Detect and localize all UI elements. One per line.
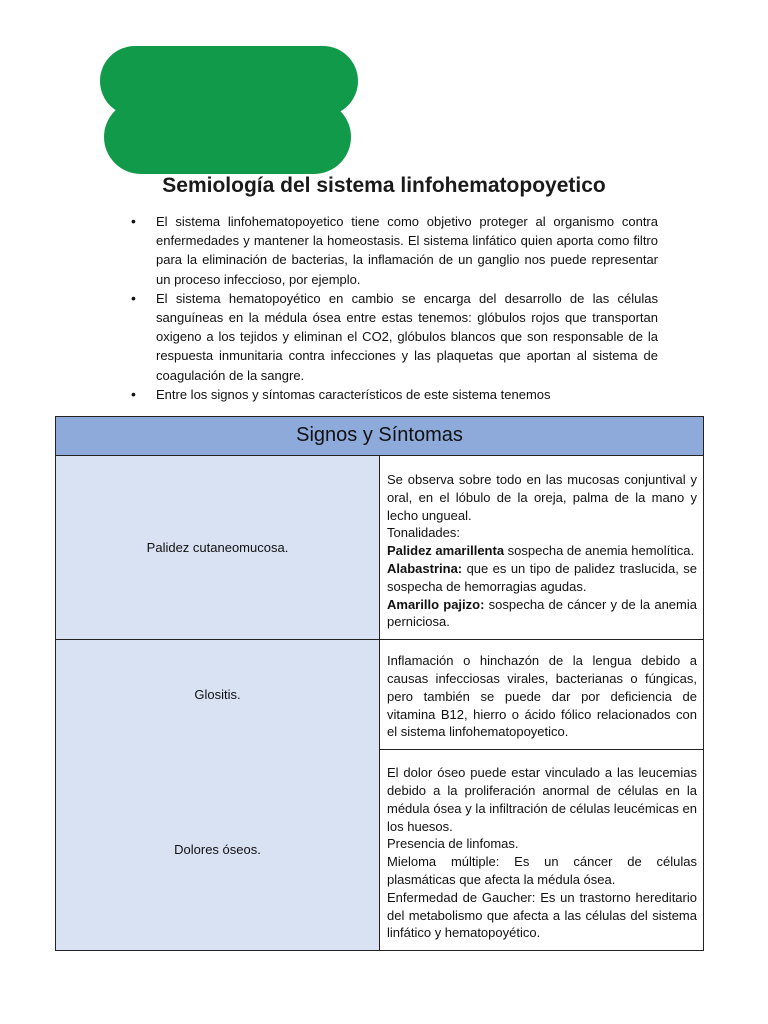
list-item: • El sistema linfohematopoyetico tiene como objetivo proteger al organismo contra enfermedades y mantener la homeostasis. El sistema linfático quien aporta como filtro para la eliminación de bacterias, la inflamación de un ganglio nos puede representar un proceso infeccioso, por ejemplo. xyxy=(130,212,658,289)
table-row xyxy=(56,456,704,640)
desc-tone-1: Palidez amarillenta sospecha de anemia hemolítica. xyxy=(387,543,695,559)
row-label: Glositis. xyxy=(56,640,380,750)
desc-tone-2: Alabastrina: que es un tipo de palidez traslucida, se sospecha de hemorragias agudas. xyxy=(387,560,697,594)
table-row xyxy=(56,750,704,951)
symptoms-table xyxy=(55,416,704,951)
row-label: Dolores óseos. xyxy=(56,750,380,951)
list-item: • Entre los signos y síntomas característicos de este sistema tenemos xyxy=(130,385,658,404)
desc-intro: Se observa sobre todo en las mucosas conjuntival y oral, en el lóbulo de la oreja, palma de la mano y lecho ungueal. xyxy=(387,472,697,523)
table-row xyxy=(56,640,704,750)
table-header: Signos y Síntomas xyxy=(56,417,704,456)
desc-tonalidades: Tonalidades: xyxy=(387,525,460,541)
list-item: • El sistema hematopoyético en cambio se encarga del desarrollo de las células sanguíneas en la médula ósea entre estas tenemos: glóbulos rojos que transportan oxigeno a los tejidos y eliminan el CO2, glóbulos blancos que son responsable de la respuesta inmunitaria contra infecciones y las plaquetas que aportan al sistema de coagulación de la sangre. xyxy=(130,289,658,385)
row-label: Palidez cutaneomucosa. xyxy=(56,456,380,640)
row-description xyxy=(380,456,704,640)
page-title: Semiología del sistema linfohematopoyetico xyxy=(162,174,606,197)
desc-tone-3: Amarillo pajizo: sospecha de cáncer y de la anemia perniciosa. xyxy=(387,596,697,630)
row-description: El dolor óseo puede estar vinculado a las leucemias debido a la proliferación anormal de células en la médula ósea y la infiltración de células leucémicas en los huesos. Presencia de linfomas. Mieloma múltiple: Es un cáncer de células plasmáticas que afecta la médula ósea. Enfermedad de Gaucher: Es un trastorno hereditario del metabolismo que afecta a las células del sistema linfático y hematopoyético. xyxy=(380,750,704,951)
bullet-list xyxy=(130,212,658,404)
row-description: Inflamación o hinchazón de la lengua debido a causas infecciosas virales, bacterianas o fúngicas, pero también se puede dar por deficiencia de vitamina B12, hierro o ácido fólico relacionados con el sistema linfohematopoyetico. xyxy=(380,640,704,750)
